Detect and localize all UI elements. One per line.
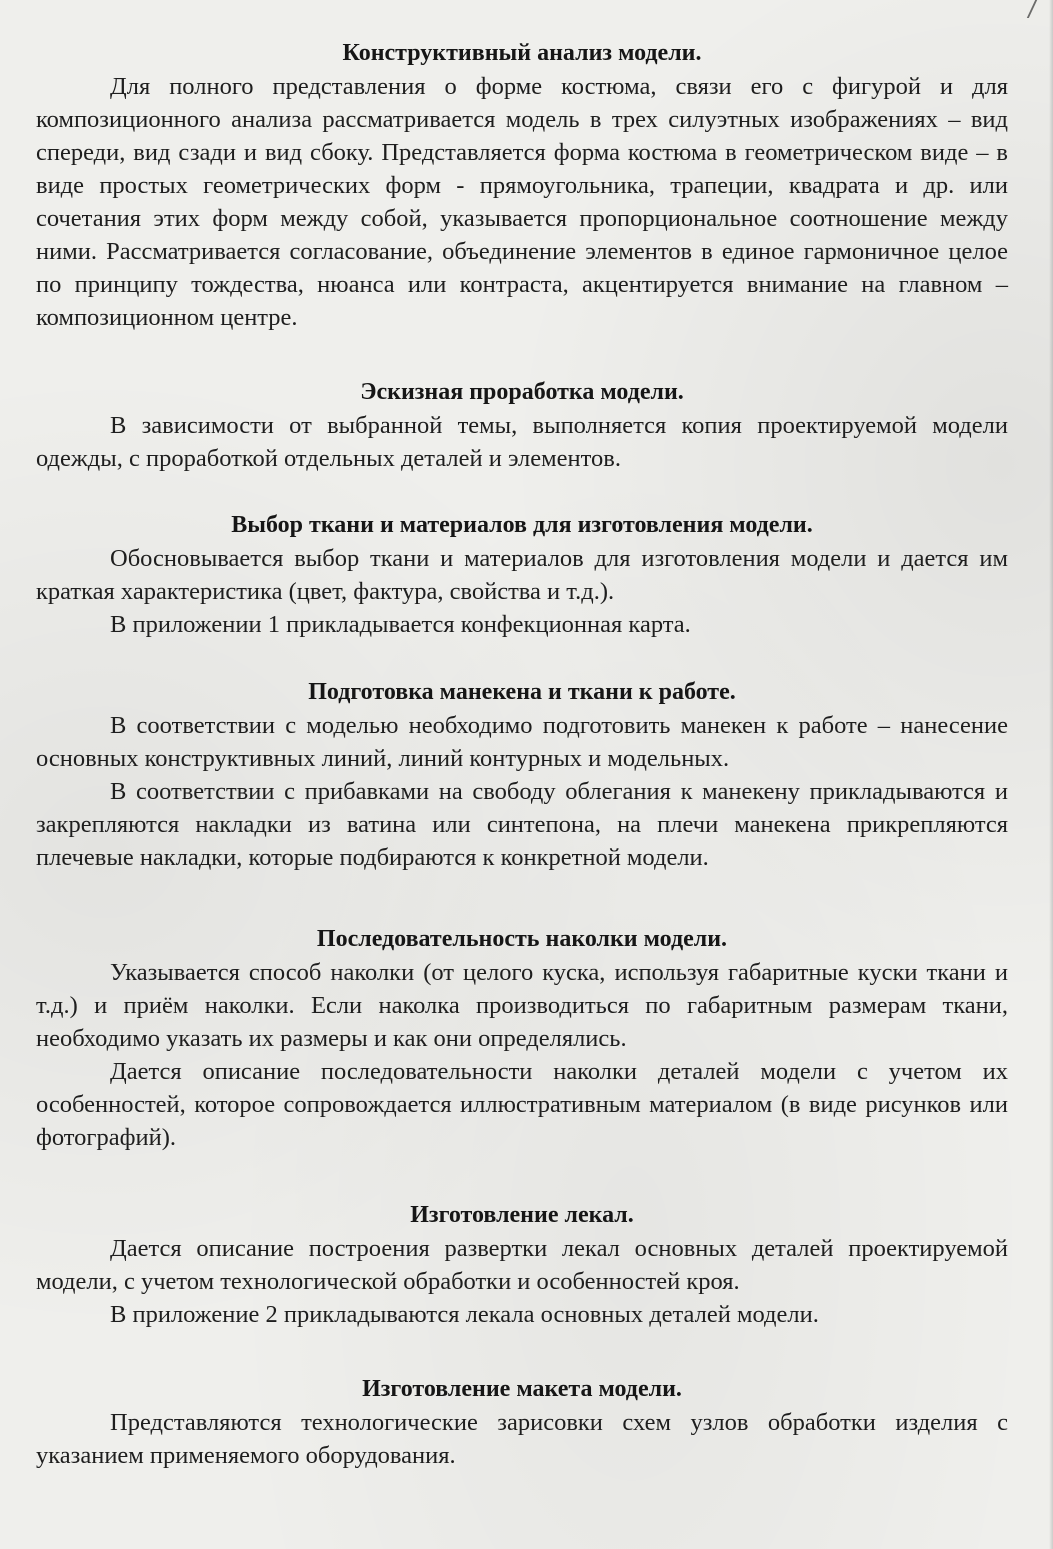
- section-heading: Выбор ткани и материалов для изготовления модели.: [231, 512, 813, 538]
- section-heading: Эскизная проработка модели.: [360, 379, 684, 405]
- document-body: [36, 36, 1008, 1472]
- paragraph: Указывается способ наколки (от целого куска, используя габаритные куски ткани и т.д.) и приём наколки. Если наколка производиться по габаритным размерам ткани, необходимо указать их размеры и как они определялись.: [36, 959, 1008, 1052]
- section-draping-sequence: [36, 922, 1008, 1154]
- paragraph: Дается описание последовательности наколки деталей модели с учетом их особенностей, которое сопровождается иллюстративным материалом (в виде рисунков или фотографий).: [36, 1058, 1008, 1151]
- scan-corner-mark: [1027, 0, 1051, 18]
- section-fabric-selection: [36, 508, 1008, 641]
- section-heading: Последовательность наколки модели.: [316, 926, 728, 952]
- section-pattern-making: [36, 1198, 1008, 1331]
- paragraph: В приложение 2 прикладываются лекала основных деталей модели.: [110, 1301, 819, 1328]
- section-mannequin-preparation: [36, 675, 1008, 874]
- scan-edge-shadow: [1049, 0, 1053, 1549]
- paragraph: В приложении 1 прикладывается конфекционная карта.: [110, 611, 691, 638]
- paragraph: В зависимости от выбранной темы, выполняется копия проектируемой модели одежды, с проработкой отдельных деталей и элементов.: [36, 412, 1008, 472]
- paragraph: В соответствии с прибавками на свободу облегания к манекену прикладываются и закрепляются накладки из ватина или синтепона, на плечи манекена прикрепляются плечевые накладки, которые подбираются к конкретной модели.: [36, 778, 1008, 871]
- section-constructive-analysis: [36, 36, 1008, 334]
- paragraph: Для полного представления о форме костюма, связи его с фигурой и для композиционного анализа рассматривается модель в трех силуэтных изображениях – вид спереди, вид сзади и вид сбоку. Представляется форма костюма в геометрическом виде – в виде простых геометрических форм - прямоугольника, трапеции, квадрата и др. или сочетания этих форм между собой, указывается пропорциональное соотношение между ними. Рассматривается согласование, объединение элементов в единое гармоничное целое по принципу тождества, нюанса или контраста, акцентируется внимание на главном – композиционном центре.: [36, 73, 1008, 331]
- section-heading: Конструктивный анализ модели.: [342, 40, 702, 66]
- section-mockup-making: [36, 1372, 1008, 1472]
- section-heading: Изготовление макета модели.: [362, 1376, 682, 1402]
- section-heading: Изготовление лекал.: [410, 1202, 634, 1228]
- paragraph: В соответствии с моделью необходимо подготовить манекен к работе – нанесение основных конструктивных линий, линий контурных и модельных.: [36, 712, 1008, 772]
- section-sketch-development: [36, 375, 1008, 475]
- paragraph: Обосновывается выбор ткани и материалов для изготовления модели и дается им краткая характеристика (цвет, фактура, свойства и т.д.).: [36, 545, 1008, 605]
- paragraph: Представляются технологические зарисовки схем узлов обработки изделия с указанием применяемого оборудования.: [36, 1409, 1008, 1469]
- paragraph: Дается описание построения развертки лекал основных деталей проектируемой модели, с учетом технологической обработки и особенностей кроя.: [36, 1235, 1008, 1295]
- section-heading: Подготовка манекена и ткани к работе.: [308, 679, 736, 705]
